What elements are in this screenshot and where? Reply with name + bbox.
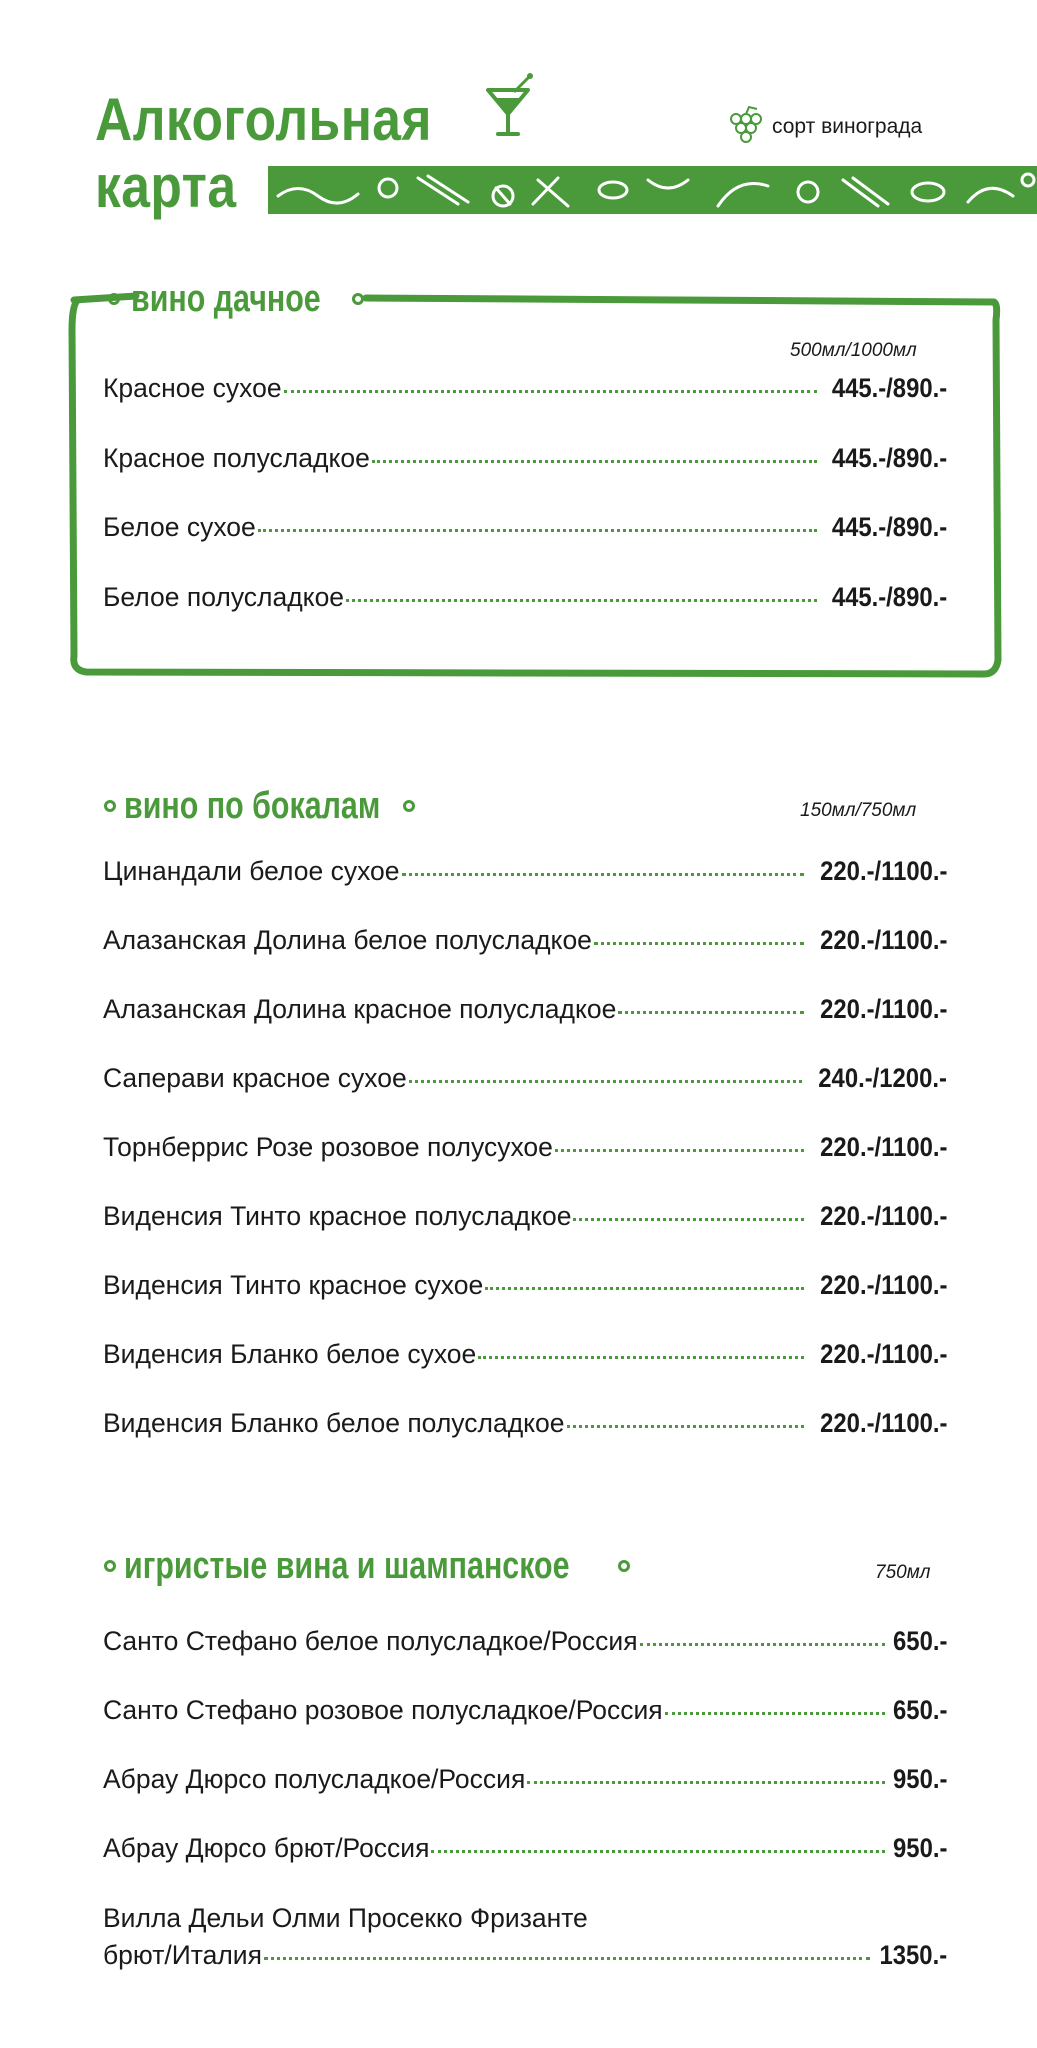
list-item <box>103 512 947 543</box>
section-bullet-icon <box>352 293 364 305</box>
section-title: вино по бокалам <box>124 785 381 827</box>
item-price: 950.- <box>892 1833 947 1863</box>
dot-leader <box>573 1218 803 1221</box>
section-bullet-icon <box>104 1560 116 1572</box>
item-name-continued: брют/Италия <box>103 1940 262 1970</box>
item-price: 445.-/890.- <box>831 582 947 612</box>
list-item <box>103 1408 947 1439</box>
section-bullet-icon <box>108 293 120 305</box>
dot-leader <box>346 599 817 602</box>
food-pattern-banner <box>268 166 1037 214</box>
volume-label: 750мл <box>875 1562 931 1583</box>
dot-leader <box>618 1011 803 1014</box>
dot-leader <box>640 1643 885 1646</box>
list-item <box>103 1626 947 1657</box>
item-price: 220.-/1100.- <box>819 1270 947 1300</box>
list-item <box>103 373 947 404</box>
title-line-2: карта <box>95 153 237 221</box>
item-price: 650.- <box>892 1695 947 1725</box>
section-bullet-icon <box>104 800 116 812</box>
list-item <box>103 1833 947 1864</box>
title-line-1: Алкогольная <box>95 86 432 153</box>
dot-leader <box>478 1356 803 1359</box>
dot-leader <box>555 1149 804 1152</box>
item-name: Красное полусладкое <box>103 443 370 473</box>
dot-leader <box>409 1080 802 1083</box>
section-bullet-icon <box>618 1560 630 1572</box>
dot-leader <box>567 1425 804 1428</box>
list-item <box>103 856 947 887</box>
list-item <box>103 443 947 474</box>
item-price: 220.-/1100.- <box>819 1408 947 1438</box>
dot-leader <box>264 1957 870 1960</box>
list-item <box>103 1132 947 1163</box>
item-name: Виденсия Бланко белое сухое <box>103 1339 477 1369</box>
list-item <box>103 994 947 1025</box>
cocktail-glass-icon <box>484 72 536 142</box>
list-item <box>103 582 947 613</box>
item-price: 220.-/1100.- <box>819 994 947 1024</box>
grape-icon <box>727 105 765 143</box>
item-name: Белое сухое <box>103 512 256 542</box>
item-name: Санто Стефано белое полусладкое/Россия <box>103 1626 638 1656</box>
list-item <box>103 1270 947 1301</box>
dot-leader <box>527 1781 884 1784</box>
grape-legend-label: сорт винограда <box>772 115 923 138</box>
dot-leader <box>485 1287 803 1290</box>
item-price: 445.-/890.- <box>831 443 947 473</box>
list-item <box>103 1764 947 1795</box>
list-item <box>103 925 947 956</box>
item-name: Вилла Дельи Олми Просекко Фризанте <box>103 1903 588 1933</box>
item-price: 220.-/1100.- <box>819 1339 947 1369</box>
dot-leader <box>594 942 804 945</box>
item-name: Абрау Дюрсо брют/Россия <box>103 1833 430 1863</box>
item-price: 650.- <box>892 1626 947 1656</box>
item-price: 240.-/1200.- <box>818 1063 947 1093</box>
item-name: Виденсия Бланко белое полусладкое <box>103 1408 565 1438</box>
list-item <box>103 1201 947 1232</box>
section-title: игристые вина и шампанское <box>124 1545 570 1587</box>
item-name: Алазанская Долина красное полусладкое <box>103 994 617 1024</box>
item-price: 1350.- <box>879 1940 947 1970</box>
volume-label: 500мл/1000мл <box>790 340 917 361</box>
section-title: вино дачное <box>131 278 321 320</box>
item-price: 220.-/1100.- <box>819 856 947 886</box>
dot-leader <box>372 460 817 463</box>
item-name: Санто Стефано розовое полусладкое/Россия <box>103 1695 663 1725</box>
list-item <box>103 1903 947 1971</box>
item-name: Белое полусладкое <box>103 582 345 612</box>
item-name: Абрау Дюрсо полусладкое/Россия <box>103 1764 526 1794</box>
item-price: 220.-/1100.- <box>819 1201 947 1231</box>
list-item <box>103 1063 947 1094</box>
dot-leader <box>258 529 817 532</box>
item-name: Алазанская Долина белое полусладкое <box>103 925 592 955</box>
dot-leader <box>402 873 804 876</box>
item-price: 220.-/1100.- <box>819 1132 947 1162</box>
item-price: 445.-/890.- <box>831 373 947 403</box>
item-name: Виденсия Тинто красное полусладкое <box>103 1201 572 1231</box>
item-price: 445.-/890.- <box>831 512 947 542</box>
item-price: 950.- <box>892 1764 947 1794</box>
dot-leader <box>431 1850 884 1853</box>
section-bullet-icon <box>403 800 415 812</box>
item-name: Виденсия Тинто красное сухое <box>103 1270 484 1300</box>
dot-leader <box>665 1712 885 1715</box>
item-name: Красное сухое <box>103 373 282 403</box>
item-name: Цинандали белое сухое <box>103 856 400 886</box>
item-name: Торнберрис Розе розовое полусухое <box>103 1132 553 1162</box>
list-item <box>103 1695 947 1726</box>
list-item <box>103 1339 947 1370</box>
volume-label: 150мл/750мл <box>800 800 917 821</box>
item-price: 220.-/1100.- <box>819 925 947 955</box>
dot-leader <box>284 390 817 393</box>
item-name: Саперави красное сухое <box>103 1063 407 1093</box>
